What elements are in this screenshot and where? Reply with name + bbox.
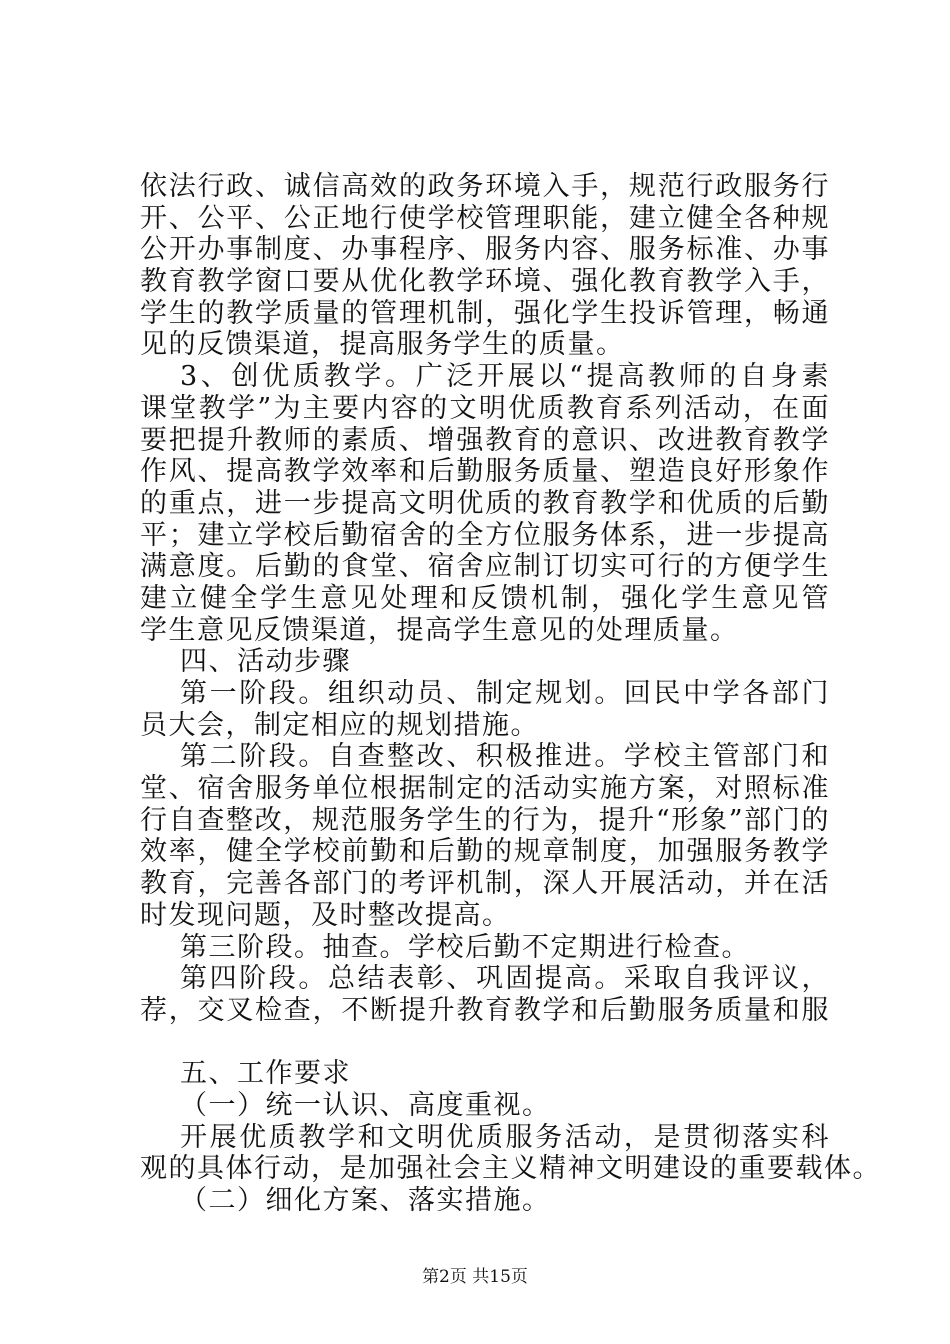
page-number: 第2页 共15页 xyxy=(422,1267,528,1287)
text-line: 课堂教学”为主要内容的文明优质教育系列活动，在面 xyxy=(140,392,830,424)
text-line: 学生的教学质量的管理机制，强化学生投诉管理，畅通 xyxy=(140,297,830,329)
text-line: 开、公平、公正地行使学校管理职能，建立健全各种规 xyxy=(140,202,830,234)
text-line: 满意度。后勤的食堂、宿舍应制订切实可行的方便学生 xyxy=(140,551,830,583)
text-line: 3、创优质教学。广泛开展以“提高教师的自身素 xyxy=(180,361,830,393)
text-line: 教育，完善各部门的考评机制，深人开展活动，并在活 xyxy=(140,868,830,900)
subsection-heading: （一）统一认识、高度重视。 xyxy=(180,1089,551,1121)
text-line: 教育教学窗口要从优化教学环境、强化教育教学入手， xyxy=(140,266,830,298)
text-line: 第四阶段。总结表彰、巩固提高。采取自我评议， xyxy=(180,963,830,995)
text-line: 荐，交叉检查，不断提升教育教学和后勤服务质量和服 xyxy=(140,994,830,1026)
text-line: 时发现问题，及时整改提高。 xyxy=(140,899,511,931)
text-line: 要把提升教师的素质、增强教育的意识、改进教育教学 xyxy=(140,424,830,456)
text-line: 第三阶段。抽查。学校后勤不定期进行检查。 xyxy=(180,931,750,963)
text-line: 行自查整改，规范服务学生的行为，提升“形象”部门的 xyxy=(140,804,830,836)
text-line: 观的具体行动，是加强社会主义精神文明建设的重要载体。 xyxy=(140,1153,881,1185)
text-line: 依法行政、诚信高效的政务环境入手，规范行政服务行 xyxy=(140,171,830,202)
text-line: 见的反馈渠道，提高服务学生的质量。 xyxy=(140,329,625,361)
section-heading: 五、工作要求 xyxy=(180,1058,351,1090)
text-line: 第一阶段。组织动员、制定规划。回民中学各部门 xyxy=(180,678,830,709)
blank-line xyxy=(140,1027,830,1059)
text-line: 平；建立学校后勤宿舍的全方位服务体系，进一步提高 xyxy=(140,519,830,551)
text-line: 学生意见反馈渠道，提高学生意见的处理质量。 xyxy=(140,614,739,646)
text-line: 的重点，进一步提高文明优质的教育教学和优质的后勤 xyxy=(140,487,830,519)
text-line: 公开办事制度、办事程序、服务内容、服务标准、办事 xyxy=(140,234,830,266)
text-line: 堂、宿舍服务单位根据制定的活动实施方案，对照标准 xyxy=(140,773,830,805)
document-body xyxy=(140,171,881,1217)
text-line: 开展优质教学和文明优质服务活动，是贯彻落实科 xyxy=(180,1121,830,1153)
text-line: 作风、提高教学效率和后勤服务质量、塑造良好形象作 xyxy=(140,456,830,488)
text-line: 效率，健全学校前勤和后勤的规章制度，加强服务教学 xyxy=(140,836,830,868)
text-line: 第二阶段。自查整改、积极推进。学校主管部门和 xyxy=(180,741,830,773)
text-line: 员大会，制定相应的规划措施。 xyxy=(140,709,539,741)
text-line: 建立健全学生意见处理和反馈机制，强化学生意见管 xyxy=(140,582,830,614)
section-heading: 四、活动步骤 xyxy=(180,646,351,678)
subsection-heading: （二）细化方案、落实措施。 xyxy=(180,1185,551,1216)
